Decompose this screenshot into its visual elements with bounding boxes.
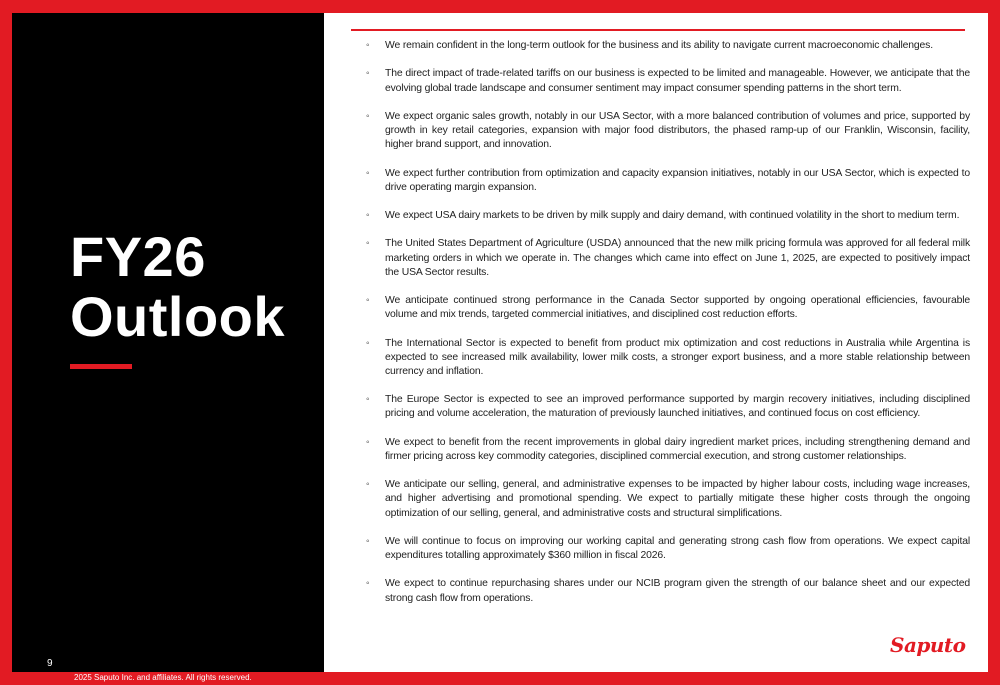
- bullet-text: We expect to benefit from the recent improvements in global dairy ingredient market prices, including strengthening demand and firmer pricing across key commodity categories, disciplined commercial execution, and strong customer relationships.: [385, 436, 970, 462]
- bullet-text: We will continue to focus on improving our working capital and generating strong cash flow from operations. We expect capital expenditures totalling approximately $360 million in fiscal 2026.: [385, 535, 970, 562]
- page-number: 9: [47, 658, 53, 669]
- copyright-footer: 2025 Saputo Inc. and affiliates. All rights reserved.: [74, 673, 252, 682]
- bullet-item: [366, 478, 970, 521]
- bullet-item: [366, 209, 970, 223]
- bullet-text: We anticipate continued strong performance in the Canada Sector supported by ongoing operational efficiencies, favourable volume and mix trends, targeted commercial initiatives, and disciplined cost reduction efforts.: [385, 295, 970, 321]
- bullet-item: [366, 436, 970, 464]
- bullet-marker-icon: ◦: [366, 535, 370, 547]
- bullet-marker-icon: ◦: [366, 238, 370, 250]
- bullet-item: [366, 110, 970, 153]
- content-panel: [324, 13, 988, 672]
- bullet-text: We expect organic sales growth, notably in our USA Sector, with a more balanced contribution of volumes and price, supported by growth in key retail categories, expansion with major food distributors, the phased ramp-up of our Franklin, Wisconsin, facility, higher brand support, and innovation.: [385, 110, 970, 151]
- bullet-text: We anticipate our selling, general, and administrative expenses to be impacted by higher labour costs, including wage increases, and higher advertising and promotional spending. We expect to partially mitigate these higher costs through the ongoing optimization of our selling, general, and administrative costs and structural simplifications.: [385, 479, 970, 519]
- bullet-marker-icon: ◦: [366, 167, 370, 179]
- bullet-text: The United States Department of Agriculture (USDA) announced that the new milk pricing formula was approved for all federal milk marketing orders in which we operate in. The changes which came into effect on June 1, 2025, are expected to positively impact the USA Sector results.: [385, 238, 970, 278]
- top-divider: [351, 29, 965, 31]
- bullet-item: [366, 337, 970, 380]
- bullet-marker-icon: ◦: [366, 479, 370, 491]
- bullet-marker-icon: ◦: [366, 337, 370, 349]
- bullet-item: [366, 67, 970, 95]
- bullet-item: [366, 237, 970, 280]
- bullet-marker-icon: ◦: [366, 394, 370, 406]
- saputo-logo: Saputo: [890, 633, 966, 657]
- bullet-item: [366, 39, 970, 53]
- bullet-item: [366, 294, 970, 322]
- bullet-item: [366, 577, 970, 605]
- bullet-item: [366, 167, 970, 195]
- bullet-text: The direct impact of trade-related tariffs on our business is expected to be limited and manageable. However, we anticipate that the evolving global trade landscape and consumer sentiment may impact consumer spending patterns in the short term.: [385, 68, 970, 94]
- title-panel: [12, 13, 324, 672]
- bullet-marker-icon: ◦: [366, 436, 370, 448]
- bullet-marker-icon: ◦: [366, 210, 370, 221]
- bullet-text: We expect to continue repurchasing shares under our NCIB program given the strength of our balance sheet and our expected strong cash flow from operations.: [385, 578, 970, 604]
- bullet-marker-icon: ◦: [366, 68, 370, 80]
- bullet-marker-icon: ◦: [366, 40, 370, 51]
- bullet-text: The Europe Sector is expected to see an improved performance supported by margin recovery initiatives, including disciplined pricing and volume acceleration, the maturation of previously launched initiatives, and continued focus on cost efficiency.: [385, 394, 970, 420]
- title-line-2: Outlook: [70, 285, 286, 348]
- bullet-text: We expect USA dairy markets to be driven by milk supply and dairy demand, with continued volatility in the short to medium term.: [385, 210, 960, 221]
- bullet-text: The International Sector is expected to benefit from product mix optimization and cost reductions in Australia while Argentina is expected to see increased milk availability, lower milk costs, a stronger export business, and a more stable relationship between currency and inflation.: [385, 337, 970, 377]
- bullet-marker-icon: ◦: [366, 110, 370, 122]
- bullet-text: We remain confident in the long-term outlook for the business and its ability to navigate current macroeconomic challenges.: [385, 40, 933, 51]
- bullet-marker-icon: ◦: [366, 578, 370, 590]
- title-underline: [70, 364, 132, 369]
- title-line-1: FY26: [70, 225, 206, 288]
- slide-title: [70, 227, 285, 347]
- bullet-item: [366, 393, 970, 421]
- bullet-item: [366, 535, 970, 563]
- bullet-text: We expect further contribution from optimization and capacity expansion initiatives, notably in our USA Sector, which is expected to drive operating margin expansion.: [385, 167, 970, 193]
- bullet-marker-icon: ◦: [366, 295, 370, 306]
- outlook-bullet-list: [366, 39, 970, 620]
